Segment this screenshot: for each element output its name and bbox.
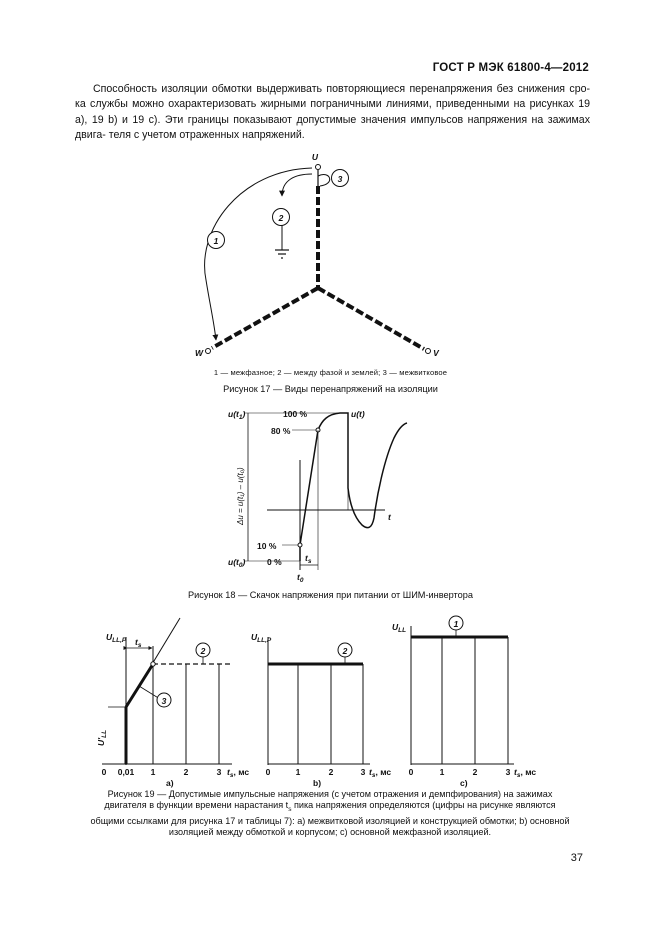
panel-b-label: b) bbox=[313, 778, 322, 788]
callout-3-text: 3 bbox=[337, 174, 343, 184]
label-0: 0 % bbox=[267, 557, 282, 567]
panel-a-slope-line bbox=[134, 618, 180, 694]
paragraph-line-4: теля с учетом отраженных напряжений. bbox=[108, 128, 305, 141]
panel-a-ylabel: $U_{LL,P}$ bbox=[106, 632, 127, 644]
document-header: ГОСТ Р МЭК 61800-4—2012 bbox=[432, 62, 589, 74]
label-delta-u: Δu = u(t₁) – u(t₀) bbox=[236, 467, 245, 525]
panel-a-tick-0: 0 bbox=[101, 767, 107, 777]
figure-17-legend: 1 — межфазное; 2 — между фазой и землей; 3 — межвитковое bbox=[213, 368, 448, 377]
panel-c bbox=[392, 616, 536, 788]
panel-c-tick-3: 3 bbox=[505, 767, 511, 777]
panel-b-tick-3: 3 bbox=[360, 767, 366, 777]
panel-a-callout-2-text: 2 bbox=[200, 646, 206, 656]
panel-a-tick-3: 3 bbox=[216, 767, 222, 777]
panel-a-callout-3-text: 3 bbox=[161, 696, 167, 706]
panel-c-label: с) bbox=[460, 778, 468, 788]
figure-19-caption-line-1: Рисунок 19 — Допустимые импульсные напряжения (с учетом отражения и демпфирования) на зажимах bbox=[107, 789, 553, 799]
label-ut0: $u(t_0)$ bbox=[228, 557, 246, 569]
figure-19-caption-line-4: изоляцией между обмоткой и корпусом; с) основной межфазной изоляцией. bbox=[168, 827, 492, 838]
paragraph-line-2: ка службы можно охарактеризовать жирными пограничными линиями, приведенными на рисунках 19 а), bbox=[75, 98, 590, 126]
panel-c-callout-1-text: 1 bbox=[453, 619, 459, 629]
figure-17-caption: Рисунок 17 — Виды перенапряжений на изоляции bbox=[223, 384, 438, 394]
node-v-label: V bbox=[433, 348, 439, 358]
paragraph-line-1: Способность изоляции обмотки выдерживать повторяющиеся перенапряжения без снижения сро- bbox=[93, 83, 590, 95]
figure-19-caption bbox=[70, 789, 590, 838]
paragraph-line-3: 19 b) и 19 с). Эти границы показывают допустимые значения импульсов напряжения на зажимах двига- bbox=[75, 113, 590, 141]
panel-a-ts-label: $t_s$ bbox=[135, 637, 142, 649]
panel-a-ylabel2: $U'_{LL}$ bbox=[96, 729, 108, 746]
label-ut1: $u(t_1)$ bbox=[228, 409, 246, 421]
label-100: 100 % bbox=[283, 409, 308, 419]
panel-b-tick-2: 2 bbox=[328, 767, 334, 777]
label-t-axis: t bbox=[388, 512, 391, 522]
panel-b-tick-1: 1 bbox=[295, 767, 301, 777]
figure-19-caption-line-3: общими ссылками для рисунка 17 и таблицы 7): а) межвитковой изоляцией и конструкцией обмотки; b) основной bbox=[90, 815, 570, 826]
panel-b-xlabel: $t_s$, мс bbox=[369, 767, 392, 779]
panel-b-ylabel: $U_{LL,P}$ bbox=[251, 632, 272, 644]
panel-a-tick-001: 0,01 bbox=[117, 767, 135, 777]
panel-c-ylabel: $U_{LL}$ bbox=[392, 622, 407, 634]
panel-c-tick-2: 2 bbox=[472, 767, 478, 777]
label-10: 10 % bbox=[257, 541, 277, 551]
panel-b bbox=[251, 632, 391, 788]
panel-c-tick-0: 0 bbox=[408, 767, 414, 777]
callout-1-text: 1 bbox=[213, 236, 219, 246]
panel-b-callout-2-text: 2 bbox=[342, 646, 348, 656]
label-80: 80 % bbox=[271, 426, 291, 436]
callout-2-text: 2 bbox=[278, 213, 284, 223]
figure-18-caption: Рисунок 18 — Скачок напряжения при питании от ШИМ-инвертора bbox=[188, 590, 473, 600]
panel-a-label: а) bbox=[166, 778, 174, 788]
panel-a-tick-1: 1 bbox=[150, 767, 156, 777]
panel-c-xlabel: $t_s$, мс bbox=[514, 767, 537, 779]
node-w-label: W bbox=[194, 348, 204, 358]
page-number: 37 bbox=[570, 852, 583, 864]
figure-19-caption-line-2: двигателя в функции времени нарастания $t_s$ пика напряжения определяются (цифры на рисунке являются bbox=[104, 800, 556, 814]
label-ut: u(t) bbox=[351, 409, 365, 419]
panel-a-tick-2: 2 bbox=[183, 767, 189, 777]
label-ts: $t_s$ bbox=[305, 553, 312, 565]
panel-a bbox=[96, 618, 249, 788]
label-t0: $t_0$ bbox=[297, 572, 304, 584]
node-u-label: U bbox=[311, 152, 319, 162]
panel-a-xlabel: $t_s$, мс bbox=[227, 767, 250, 779]
panel-c-tick-1: 1 bbox=[439, 767, 445, 777]
panel-b-tick-0: 0 bbox=[265, 767, 271, 777]
